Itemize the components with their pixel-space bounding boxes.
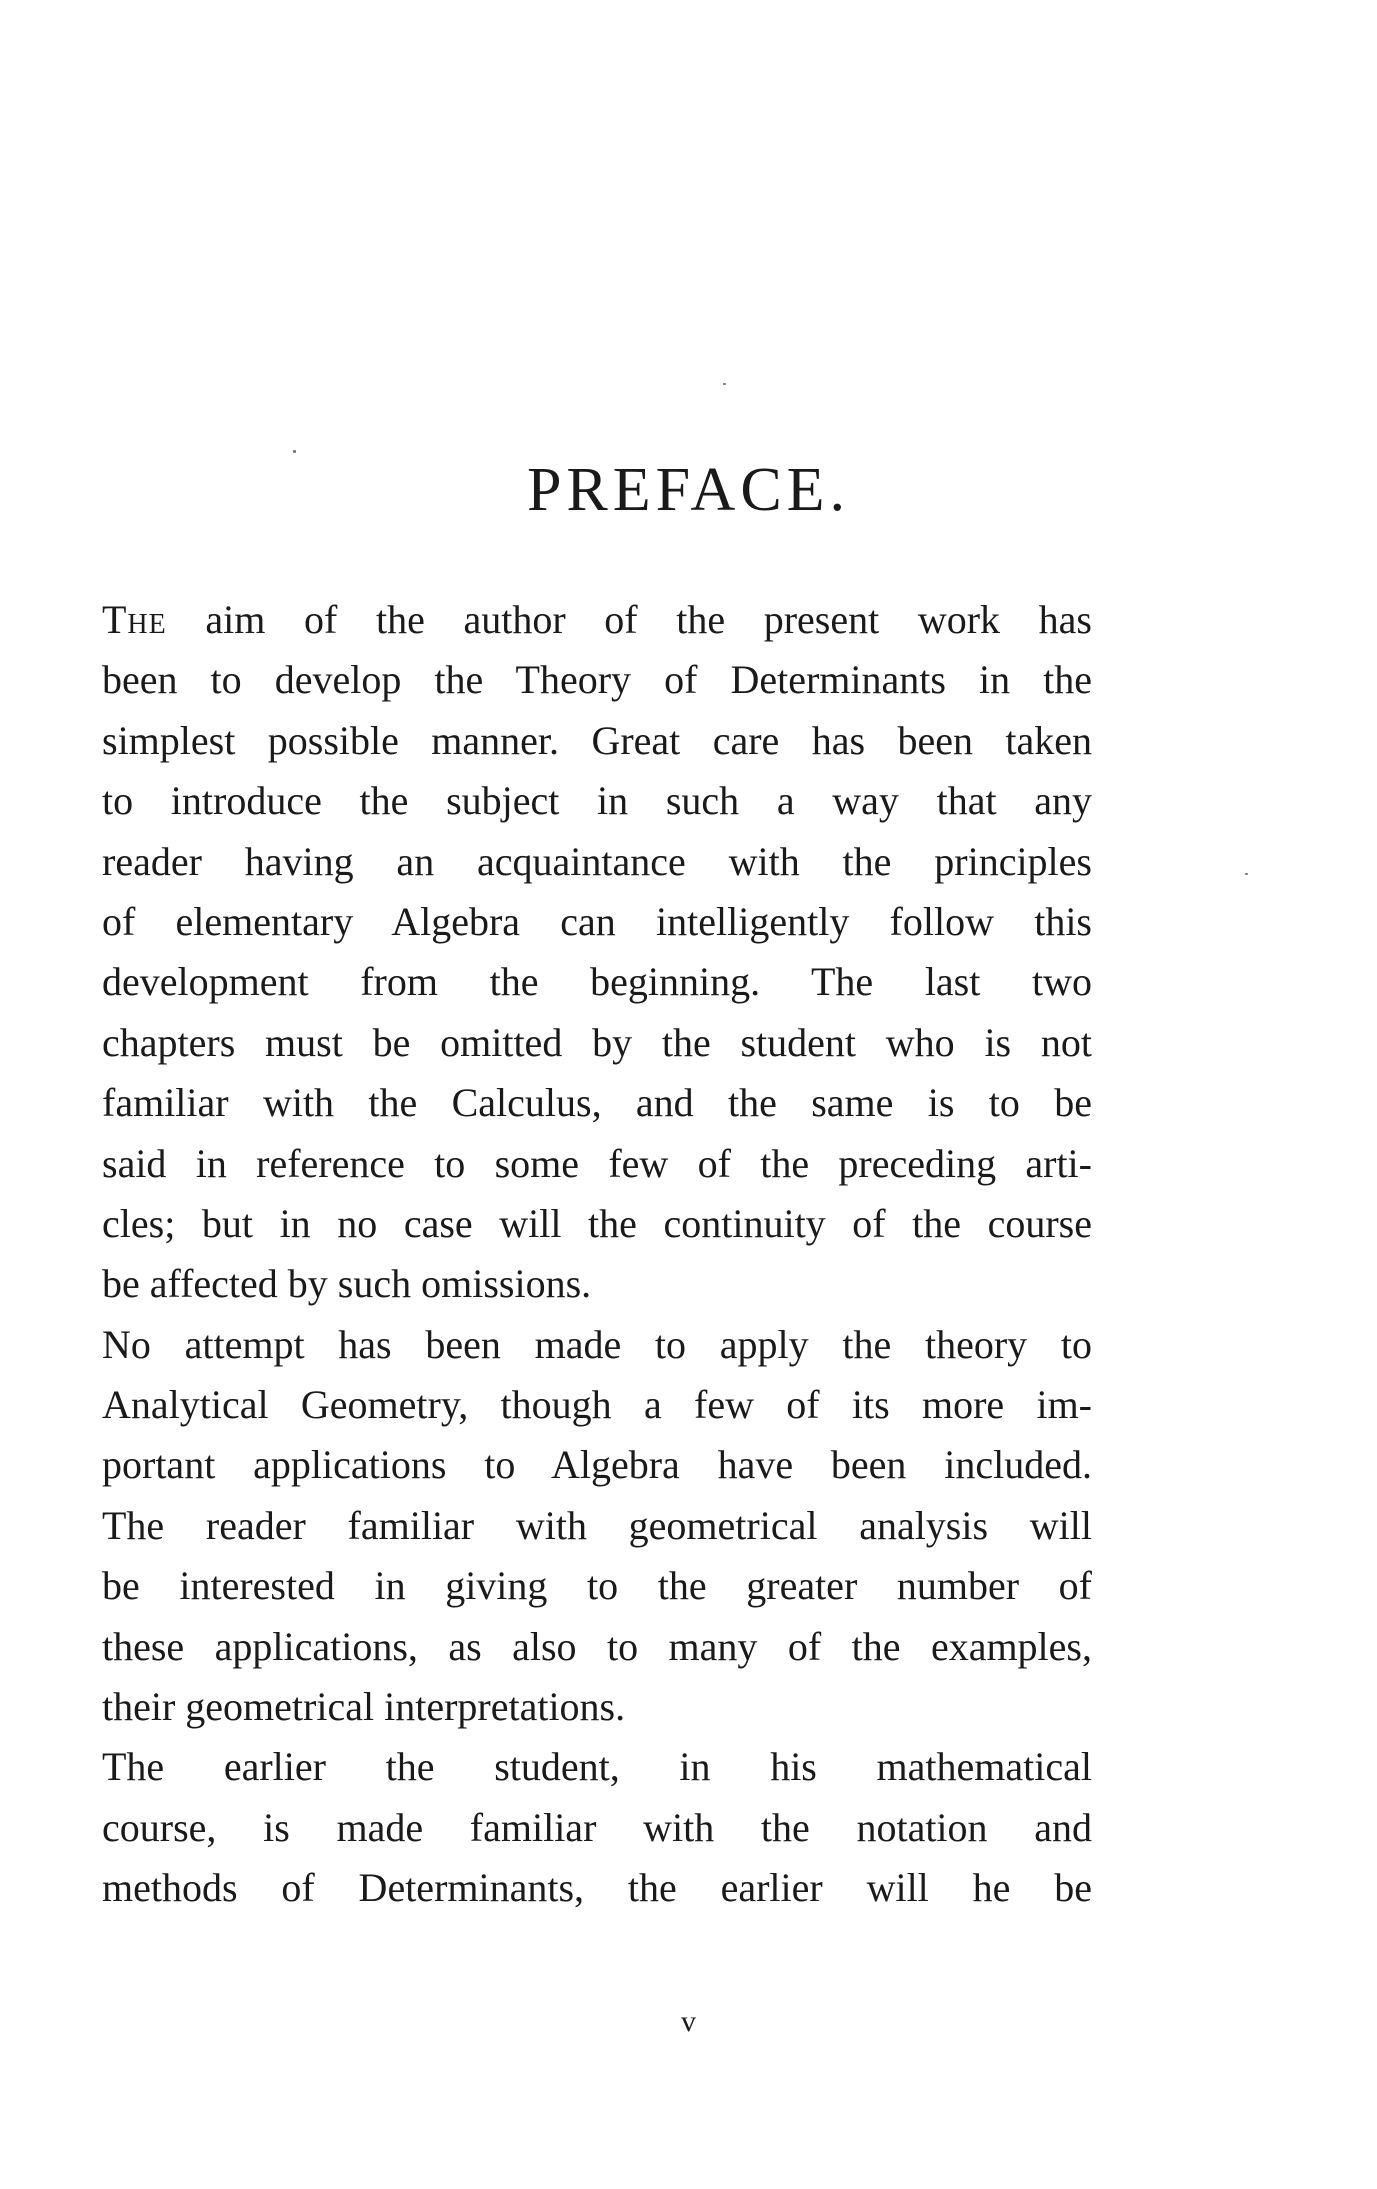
print-speck [293,450,296,453]
text-line: reader having an acquaintance with the principles [102,838,1092,884]
text-line: course, is made familiar with the notation and [102,1804,1092,1850]
print-speck [1245,873,1248,875]
print-speck [723,383,726,385]
drop-word: The [102,597,167,642]
page-title: PREFACE. [526,456,851,524]
text-line: their geometrical interpretations. [102,1684,626,1730]
page-number: v [681,2005,696,2038]
text-line: The earlier the student, in his mathematical [102,1744,1092,1790]
text-line: of elementary Algebra can intelligently follow this [102,898,1092,944]
text-line: simplest possible manner. Great care has been taken [102,717,1092,763]
paragraph-1 [102,590,1092,1315]
text-line: to introduce the subject in such a way that any [102,778,1092,824]
text-line: been to develop the Theory of Determinants in the [102,657,1092,703]
text-line: said in reference to some few of the preceding arti- [102,1140,1092,1186]
preface-body [102,590,1092,1919]
text-line: The reader familiar with geometrical analysis will [102,1502,1092,1548]
text-line: portant applications to Algebra have been included. [102,1442,1092,1488]
text-line: Analytical Geometry, though a few of its more im- [102,1382,1092,1428]
text-line: No attempt has been made to apply the theory to [102,1321,1092,1367]
text-line: The aim of the author of the present work has [102,597,1092,642]
text-line: these applications, as also to many of the examples, [102,1623,1092,1669]
paragraph-2 [102,1315,1092,1738]
paragraph-3 [102,1737,1092,1918]
text-line: methods of Determinants, the earlier will he be [102,1865,1092,1911]
text-line: be interested in giving to the greater number of [102,1563,1092,1609]
text-line: cles; but in no case will the continuity of the course [102,1200,1092,1246]
text-line: familiar with the Calculus, and the same is to be [102,1080,1092,1126]
text-line: development from the beginning. The last two [102,959,1092,1005]
text-line: chapters must be omitted by the student who is not [102,1019,1092,1065]
text-line: be affected by such omissions. [102,1261,592,1307]
